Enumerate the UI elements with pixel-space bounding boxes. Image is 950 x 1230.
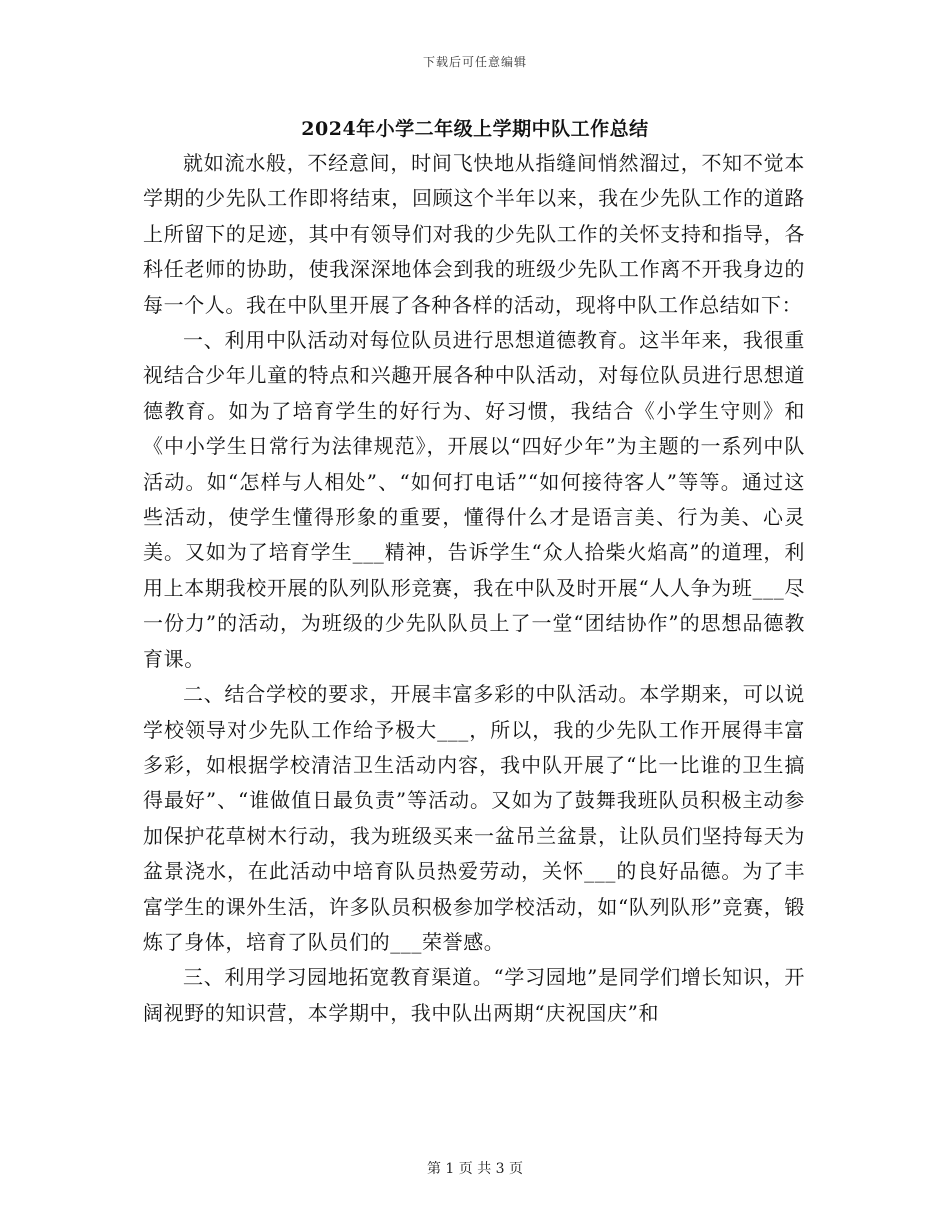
paragraph-intro: 就如流水般，不经意间，时间飞快地从指缝间悄然溜过，不知不觉本学期的少先队工作即将结束，回顾这个半年以来，我在少先队工作的道路上所留下的足迹，其中有领导们对我的少先队工作的关怀支持和指导，各科任老师的协助，使我深深地体会到我的班级少先队工作离不开我身边的每一个人。我在中队里开展了各种各样的活动，现将中队工作总结如下： <box>143 151 805 317</box>
paragraph-section-3: 三、利用学习园地拓宽教育渠道。“学习园地”是同学们增长知识，开阔视野的知识营，本学期中，我中队出两期“庆祝国庆”和 <box>143 965 805 1025</box>
document-title: 2024年小学二年级上学期中队工作总结 <box>301 118 649 140</box>
page-header-note: 下载后可任意编辑 <box>422 55 527 69</box>
paragraph-section-1: 一、利用中队活动对每位队员进行思想道德教育。这半年来，我很重视结合少年儿童的特点和兴趣开展各种中队活动，对每位队员进行思想道德教育。如为了培育学生的好行为、好习惯，我结合《小学生守则》和《中小学生日常行为法律规范》，开展以“四好少年”为主题的一系列中队活动。如“怎样与人相处”、“如何打电话”“如何接待客人”等等。通过这些活动，使学生懂得形象的重要，懂得什么才是语言美、行为美、心灵美。又如为了培育学生___精神，告诉学生“众人拾柴火焰高”的道理，利用上本期我校开展的队列队形竞赛，我在中队及时开展“人人争为班___尽一份力”的活动，为班级的少先队队员上了一堂“团结协作”的思想品德教育课。 <box>143 328 805 671</box>
paragraph-section-2: 二、结合学校的要求，开展丰富多彩的中队活动。本学期来，可以说学校领导对少先队工作给予极大___，所以，我的少先队工作开展得丰富多彩，如根据学校清洁卫生活动内容，我中队开展了“比一比谁的卫生搞得最好”、“谁做值日最负责”等活动。又如为了鼓舞我班队员积极主动参加保护花草树木行动，我为班级买来一盆吊兰盆景，让队员们坚持每天为盆景浇水，在此活动中培育队员热爱劳动，关怀___的良好品德。为了丰富学生的课外生活，许多队员积极参加学校活动，如“队列队形”竞赛，锻炼了身体，培育了队员们的___荣誉感。 <box>143 682 805 954</box>
page-number: 第 1 页 共 3 页 <box>426 1161 524 1177</box>
document-body <box>143 146 805 1031</box>
